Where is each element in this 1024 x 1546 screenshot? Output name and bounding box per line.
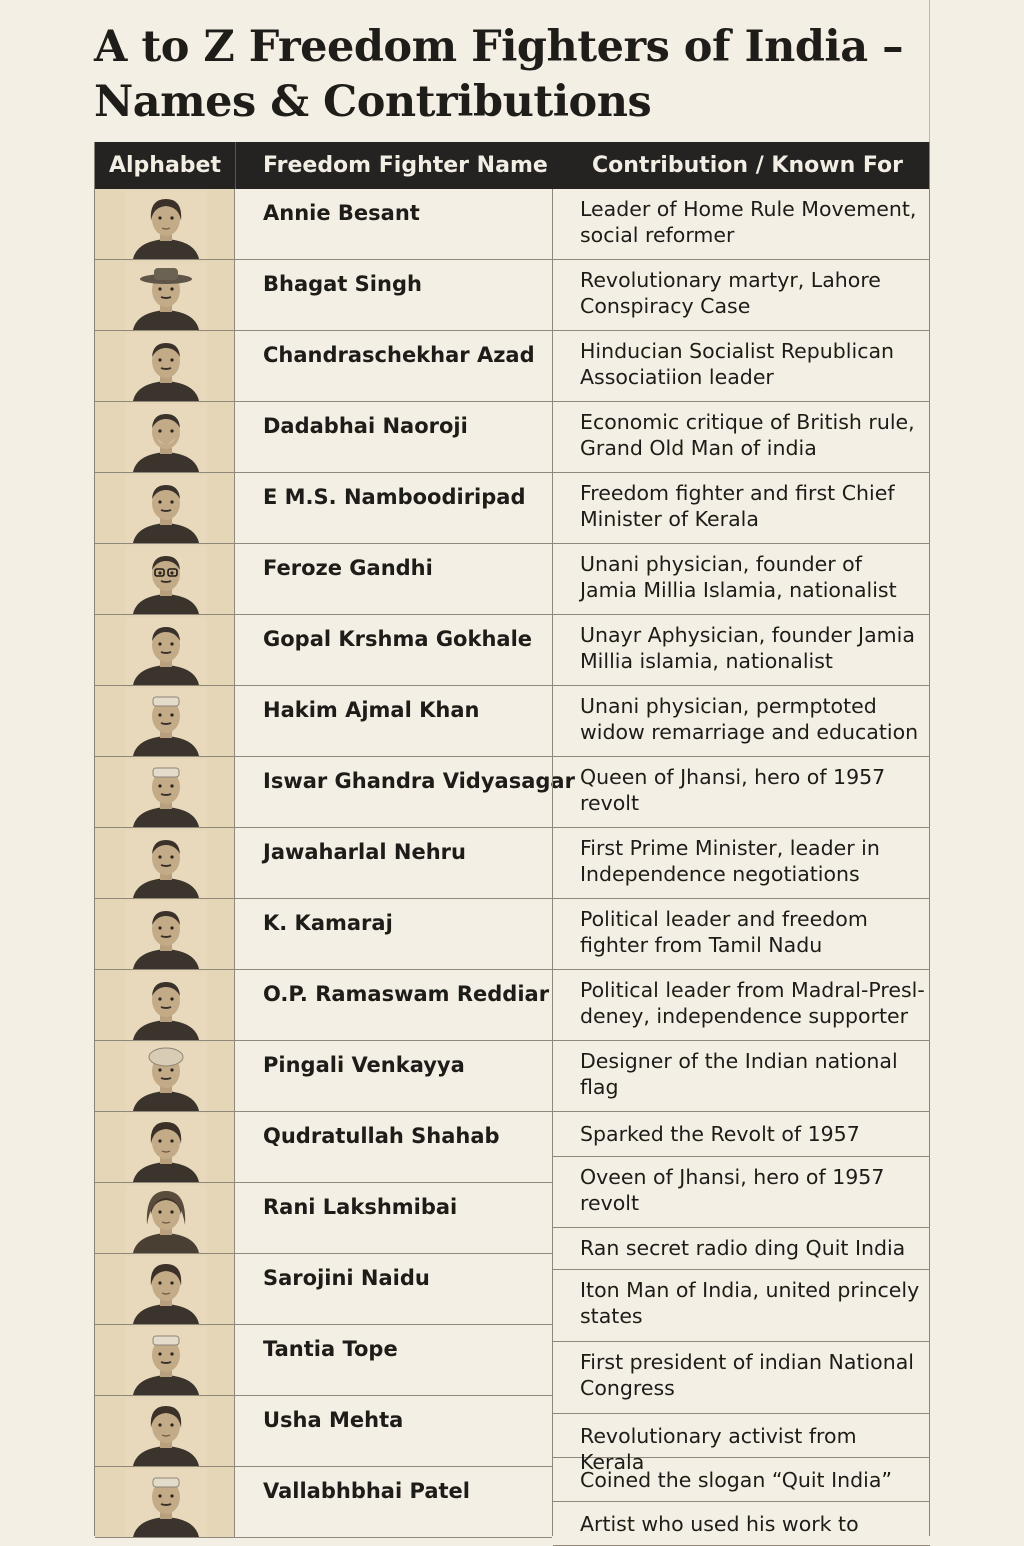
fighter-name: Qudratullah Shahab: [263, 1124, 500, 1148]
table-row: [95, 828, 552, 899]
table-row: [95, 473, 552, 544]
contribution-cell: [553, 1502, 930, 1546]
table-row: [95, 899, 552, 970]
divider: [929, 0, 930, 142]
contribution-cell: [553, 757, 930, 828]
table-row: [95, 970, 552, 1041]
portrait-man-icon: [125, 901, 207, 969]
contribution-cell: [553, 970, 930, 1041]
contribution-text: Unani physician, founder of Jamia Millia Islamia, nationalist: [580, 552, 897, 602]
contribution-cell: [553, 1270, 930, 1342]
contribution-cell: [553, 189, 930, 260]
fighter-name: O.P. Ramaswam Reddiar: [263, 982, 550, 1006]
portrait-cell: [95, 1396, 235, 1466]
portrait-woman-icon: [125, 1398, 207, 1466]
contribution-text: Queen of Jhansi, hero of 1957 revolt: [580, 765, 886, 815]
contribution-cell: [553, 260, 930, 331]
portrait-cell: [95, 260, 235, 330]
portrait-cell: [95, 473, 235, 543]
table-row: [95, 189, 552, 260]
fighter-name: E M.S. Namboodiripad: [263, 485, 526, 509]
table-row: [95, 544, 552, 615]
page-title: A to Z Freedom Fighters of India – Names & Contributions: [94, 22, 904, 127]
fighter-name: Annie Besant: [263, 201, 420, 225]
contribution-text: Sparked the Revolt of 1957: [580, 1122, 860, 1146]
portrait-woman-icon: [125, 1114, 207, 1182]
contribution-cell: [553, 331, 930, 402]
table-row: [95, 1183, 552, 1254]
fighter-name: Dadabhai Naoroji: [263, 414, 468, 438]
portrait-woman-icon: [125, 1256, 207, 1324]
contribution-cell: [553, 1342, 930, 1414]
portrait-cell: [95, 828, 235, 898]
portrait-man-icon: [125, 830, 207, 898]
fighter-name: Sarojini Naidu: [263, 1266, 430, 1290]
portrait-man-glasses-icon: [125, 546, 207, 614]
table-row: [95, 1254, 552, 1325]
portrait-man-icon: [125, 972, 207, 1040]
contribution-cell: [553, 1228, 930, 1270]
table-row: [95, 757, 575, 828]
portrait-cell: [95, 686, 235, 756]
contribution-column: [552, 189, 930, 1536]
fighter-name: Vallabhbhai Patel: [263, 1479, 470, 1503]
portrait-cell: [95, 331, 235, 401]
contribution-text: Oveen of Jhansi, hero of 1957 revolt: [580, 1165, 885, 1215]
table-row: [95, 615, 552, 686]
portrait-man-icon: [125, 475, 207, 543]
portrait-cell: [95, 1041, 235, 1111]
contribution-text: First Prime Minister, leader in Independence negotiations: [580, 836, 880, 886]
portrait-cell: [95, 615, 235, 685]
fighter-name: Gopal Krshma Gokhale: [263, 627, 533, 651]
contribution-text: Hinducian Socialist Republican Associatiion leader: [580, 339, 895, 389]
fighter-name: Iswar Ghandra Vidyasagar: [263, 769, 575, 793]
portrait-man-cap-icon: [125, 1327, 207, 1395]
contribution-cell: [553, 473, 930, 544]
fighter-name: Chandraschekhar Azad: [263, 343, 535, 367]
contribution-cell: [553, 686, 930, 757]
table-row: [95, 1325, 552, 1396]
column-header-name: Freedom Fighter Name: [263, 153, 548, 178]
fighter-name: Jawaharlal Nehru: [263, 840, 466, 864]
table-row: [95, 1467, 552, 1538]
contribution-cell: [553, 1414, 930, 1474]
portrait-man-hat-icon: [125, 262, 207, 330]
fighter-name: Hakim Ajmal Khan: [263, 698, 480, 722]
fighter-name: Pingali Venkayya: [263, 1053, 465, 1077]
portrait-cell: [95, 1183, 235, 1253]
contribution-text: Iton Man of India, united princely states: [580, 1278, 920, 1328]
portrait-man-cap-icon: [125, 1469, 207, 1537]
portrait-cell: [95, 1254, 235, 1324]
contribution-cell: [553, 1041, 930, 1112]
portrait-cell: [95, 757, 235, 827]
name-column: [95, 189, 575, 1538]
contribution-text: Ran secret radio ding Quit India: [580, 1236, 906, 1260]
fighter-name: Feroze Gandhi: [263, 556, 433, 580]
contribution-text: Political leader from Madral-Presl-deney, independence supporter: [580, 978, 925, 1028]
portrait-cell: [95, 970, 235, 1040]
portrait-man-cap-icon: [125, 759, 207, 827]
contribution-text: First president of indian National Congress: [580, 1350, 914, 1400]
portrait-woman-icon: [125, 191, 207, 259]
contribution-text: Leader of Home Rule Movement, social reformer: [580, 197, 917, 247]
portrait-cell: [95, 544, 235, 614]
portrait-cell: [95, 1325, 235, 1395]
contribution-text: Revolutionary martyr, Lahore Conspiracy Case: [580, 268, 881, 318]
fighter-name: Usha Mehta: [263, 1408, 404, 1432]
contribution-text: Freedom fighter and first Chief Minister of Kerala: [580, 481, 895, 531]
table-row: [95, 1112, 552, 1183]
column-header-alphabet: Alphabet: [108, 153, 221, 178]
contribution-cell: [553, 1157, 930, 1228]
contribution-cell: [553, 615, 930, 686]
portrait-woman-veil-icon: [125, 1185, 207, 1253]
portrait-man-beard-icon: [125, 404, 207, 472]
fighter-name: Bhagat Singh: [263, 272, 422, 296]
contribution-text: Economic critique of British rule, Grand Old Man of india: [580, 410, 915, 460]
portrait-cell: [95, 189, 235, 259]
table-row: [95, 331, 552, 402]
table-row: [95, 1041, 552, 1112]
portrait-man-icon: [125, 617, 207, 685]
portrait-cell: [95, 402, 235, 472]
table-row: [95, 1396, 552, 1467]
portrait-cell: [95, 899, 235, 969]
table-row: [95, 686, 552, 757]
table-row: [95, 402, 552, 473]
contribution-text: Unayr Aphysician, founder Jamia Millia islamia, nationalist: [580, 623, 915, 673]
portrait-cell: [95, 1112, 235, 1182]
table-row: [95, 260, 552, 331]
contribution-text: Revolutionary activist from Kerala: [580, 1424, 857, 1474]
contribution-cell: [553, 1112, 930, 1157]
portrait-cell: [95, 1467, 235, 1537]
contribution-text: Designer of the Indian national flag: [580, 1049, 898, 1099]
contribution-cell: [553, 544, 930, 615]
portrait-man-turban-icon: [125, 1043, 207, 1111]
fighters-table: [94, 142, 930, 1536]
fighter-name: K. Kamaraj: [263, 911, 393, 935]
fighter-name: Rani Lakshmibai: [263, 1195, 458, 1219]
portrait-man-cap-icon: [125, 688, 207, 756]
contribution-cell: [553, 828, 930, 899]
contribution-cell: [553, 899, 930, 970]
contribution-cell: [553, 402, 930, 473]
portrait-man-icon: [125, 333, 207, 401]
table-header: [95, 142, 929, 189]
contribution-text: Unani physician, permptoted widow remarriage and education: [580, 694, 919, 744]
column-header-contribution: Contribution / Known For: [592, 153, 903, 178]
contribution-cell: [553, 1458, 930, 1502]
contribution-text: Artist who used his work to: [580, 1512, 859, 1536]
fighter-name: Tantia Tope: [263, 1337, 398, 1361]
contribution-text: Political leader and freedom fighter from Tamil Nadu: [580, 907, 868, 957]
contribution-text: Coined the slogan “Quit India”: [580, 1468, 893, 1492]
